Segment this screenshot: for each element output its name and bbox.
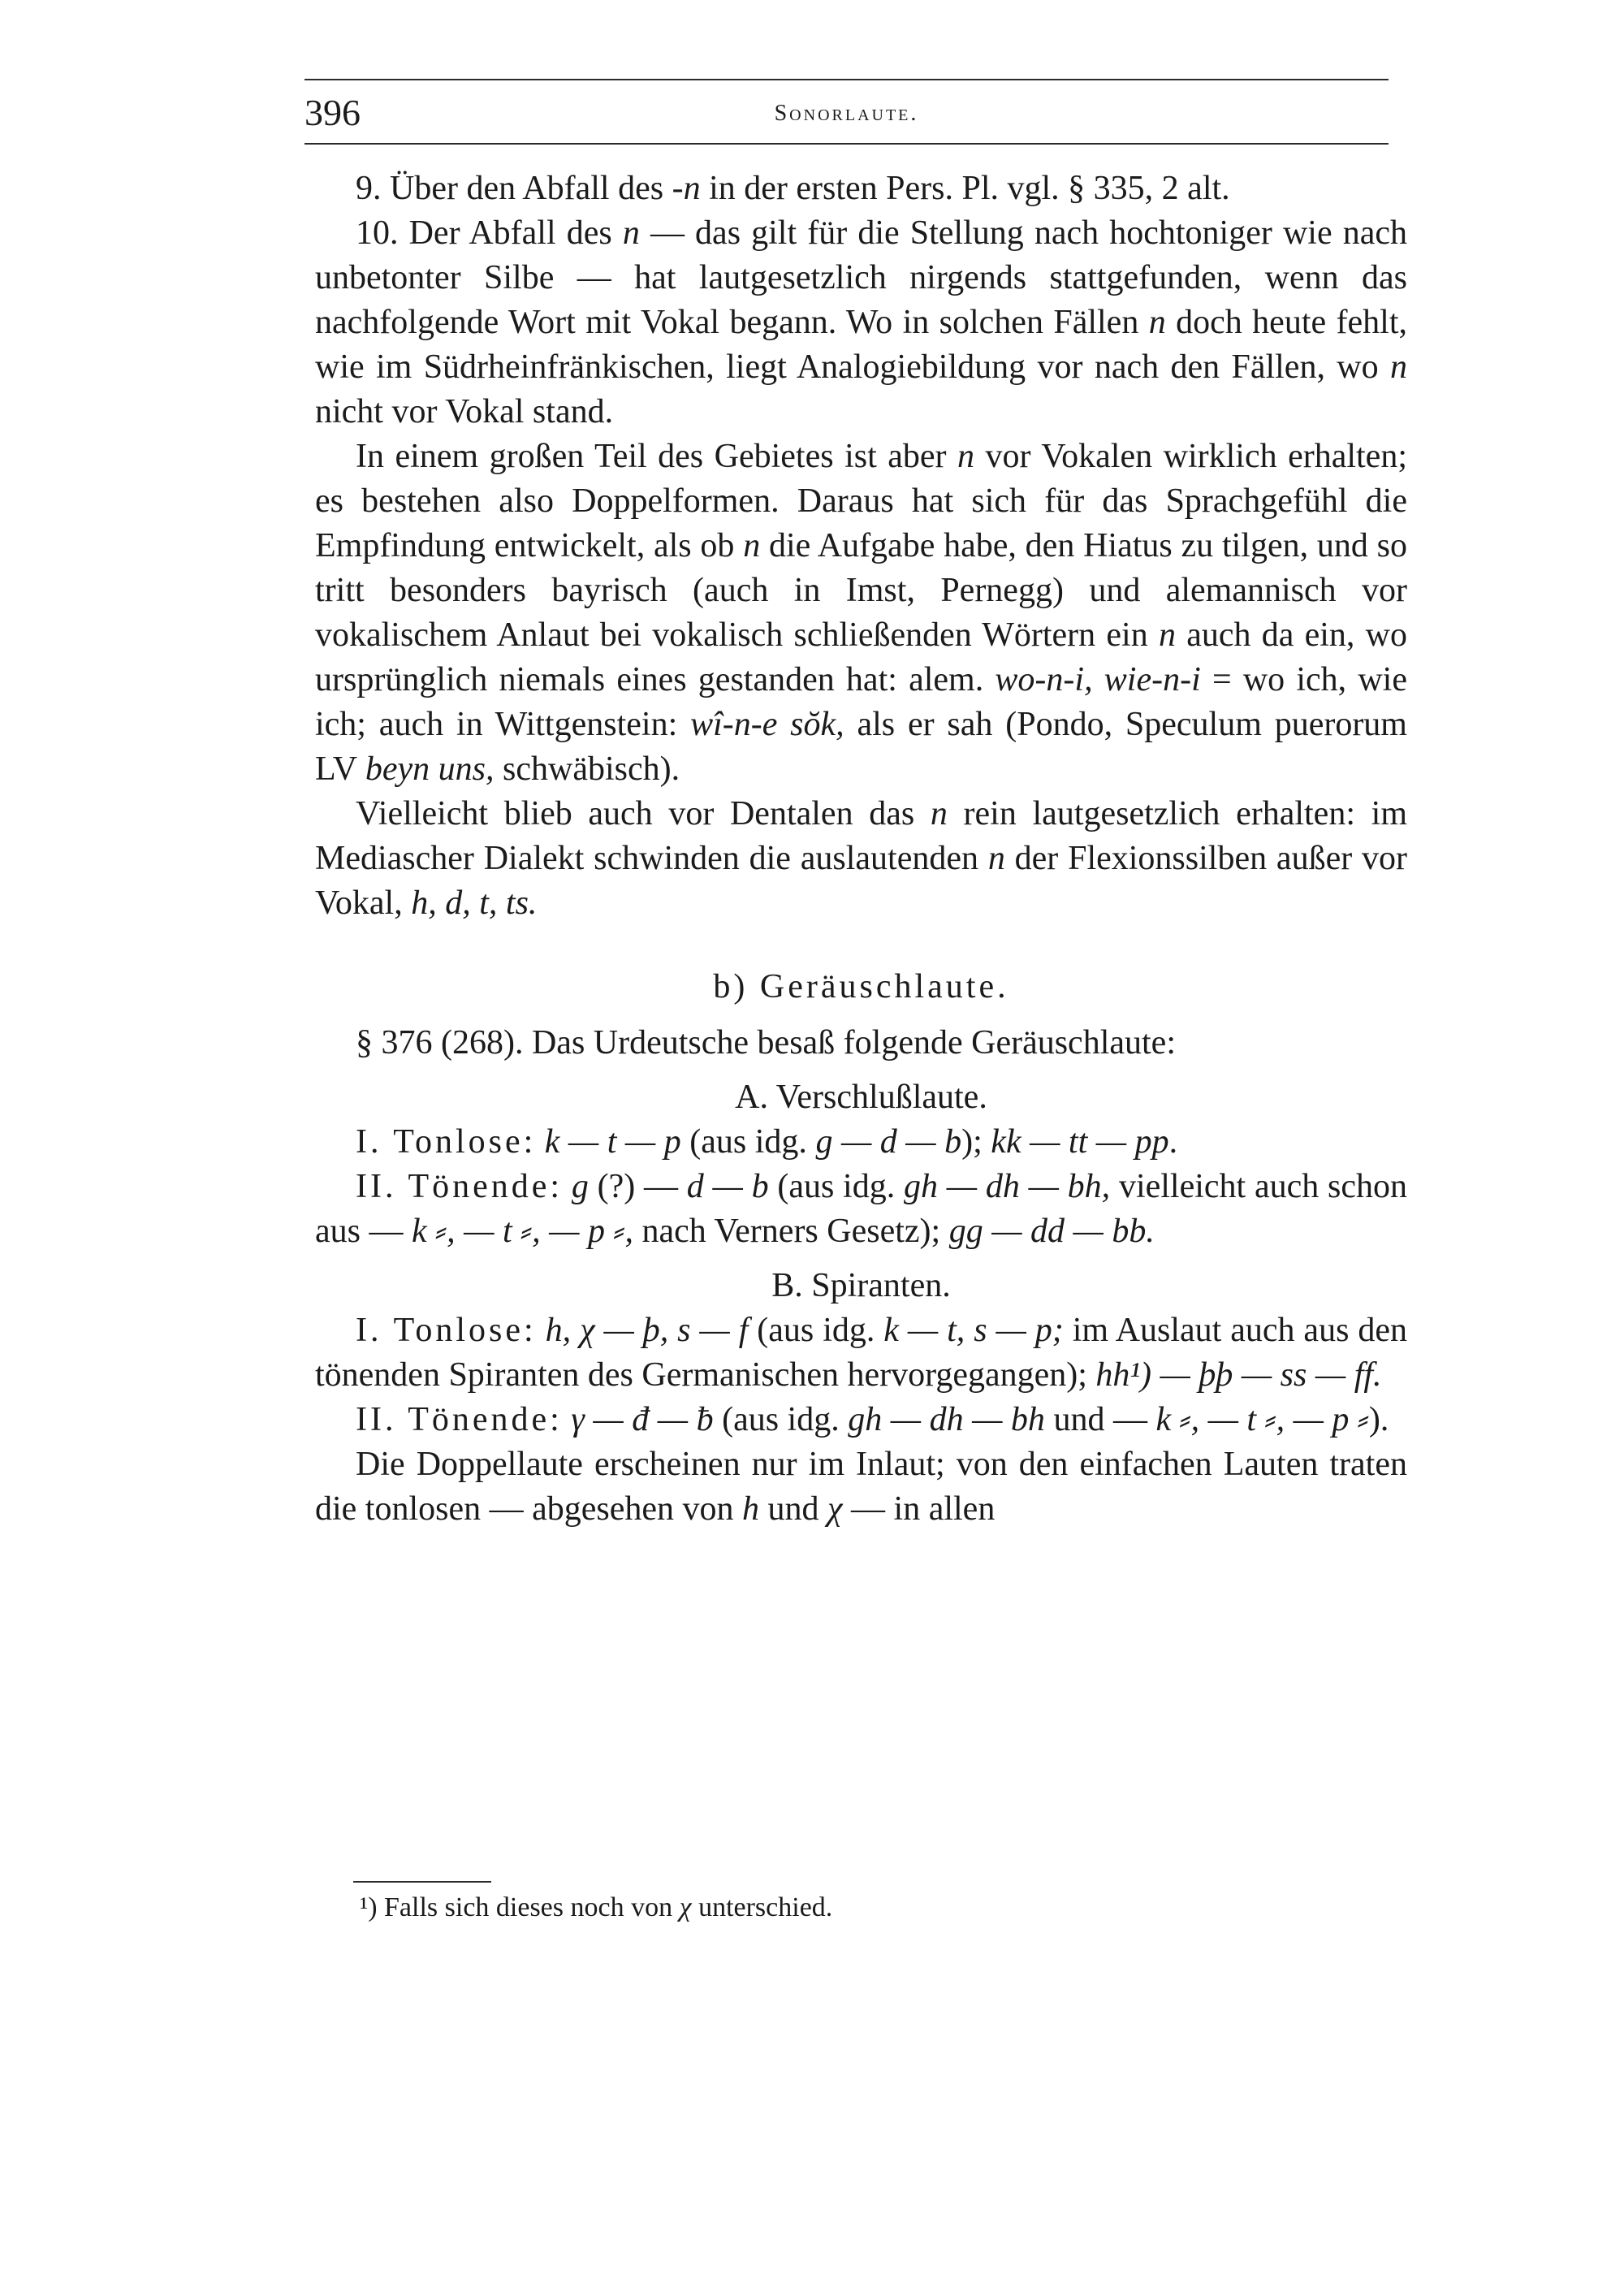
section-heading-A: A. Verschlußlaute. [735, 1079, 987, 1116]
paragraph-hiatus: In einem großen Teil des Gebietes ist aber n vor Vokalen wirklich erhalten; es bestehen also Doppelformen. Daraus hat sich für das Sprachgefühl die Empfindung entwickelt, als ob n die Aufgabe habe, den Hiatus zu tilgen, und so tritt besonders bayrisch (auch in Imst, Pernegg) und alemannisch vor vokalischem Anlaut bei vokalisch schließenden Wörtern ein n auch da ein, wo ursprünglich niemals eines gestanden hat: alem. wo-n-i, wie-n-i = wo ich, wie ich; auch in Wittgenstein: wî-n-e sŏk, als er sah (Pondo, Speculum puerorum LV beyn uns, schwäbisch). [315, 438, 1407, 788]
paragraph-10: 10. Der Abfall des n — das gilt für die Stellung nach hochtoniger wie nach unbetonter Silbe — hat lautgesetzlich nirgends stattgefunden, wenn das nachfolgende Wort mit Vokal begann. Wo in solchen Fällen n doch heute fehlt, wie im Südrheinfränkischen, liegt Analogiebildung vor nach den Fällen, wo n nicht vor Vokal stand. [315, 214, 1407, 430]
spiranten-toenende: II. Tönende: γ — đ — ƀ (aus idg. gh — dh — bh und — k ⸗, — t ⸗, — p ⸗). [356, 1401, 1389, 1438]
header-bottom-rule [304, 143, 1389, 145]
header-top-rule [304, 79, 1389, 80]
paragraph-dentals: Vielleicht blieb auch vor Dentalen das n rein lautgesetzlich erhalten: im Mediascher Dialekt schwinden die auslautenden n der Flexionssilben außer vor Vokal, h, d, t, ts. [315, 795, 1407, 922]
verschluss-tonlose: I. Tonlose: k — t — p (aus idg. g — d — b); kk — tt — pp. [356, 1123, 1178, 1161]
page-header [304, 91, 1389, 140]
main-text [315, 166, 1407, 1532]
footnote: ¹) Falls sich dieses noch von χ unterschied. [360, 1892, 833, 1922]
section-heading-b: b) Geräuschlaute. [713, 968, 1009, 1005]
running-title: Sonorlaute. [774, 101, 919, 126]
closing-paragraph: Die Doppellaute erscheinen nur im Inlaut; von den einfachen Lauten traten die tonlosen — abgesehen von h und χ — in allen [315, 1446, 1407, 1528]
paragraph-9: 9. Über den Abfall des -n in der ersten Pers. Pl. vgl. § 335, 2 alt. [356, 170, 1230, 207]
section-intro: § 376 (268). Das Urdeutsche besaß folgende Geräuschlaute: [356, 1024, 1176, 1062]
section-heading-B: B. Spiranten. [771, 1267, 951, 1304]
footnote-rule [353, 1881, 491, 1883]
page-number: 396 [304, 92, 361, 133]
verschluss-toenende: II. Tönende: g (?) — d — b (aus idg. gh — dh — bh, vielleicht auch schon aus — k ⸗, — t ⸗, — p ⸗, nach Verners Gesetz); gg — dd — bb. [315, 1168, 1407, 1250]
spiranten-tonlose: I. Tonlose: h, χ — þ, s — f (aus idg. k — t, s — p; im Auslaut auch aus den tönenden Spiranten des Germanischen hervorgegangen); hh¹) — þþ — ss — ff. [315, 1312, 1407, 1394]
